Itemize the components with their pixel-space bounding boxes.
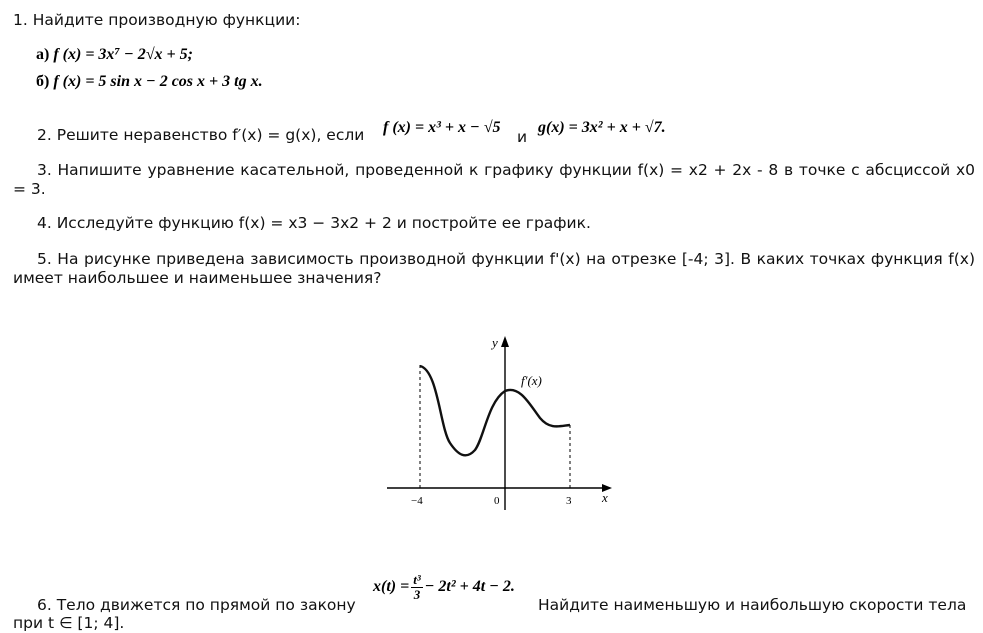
task-1b-label: б): [36, 73, 50, 90]
task-6-fraction-numerator: t³: [413, 572, 421, 587]
task-6-text-after: Найдите наименьшую и наибольшую скорости тела: [538, 596, 967, 614]
task-2-formula-g: g(x) = 3x² + x + √7.: [538, 119, 666, 136]
task-1a-label: а): [36, 46, 50, 63]
task-2-formula-f: f (x) = x³ + x − √5: [383, 119, 501, 136]
tick-label-minus4: −4: [411, 495, 423, 507]
task-2-text: 2. Решите неравенство f′(x) = g(x), если: [37, 126, 365, 144]
curve-label: f′(x): [521, 373, 542, 388]
y-axis-arrow: [501, 336, 509, 347]
task-6-text-before: 6. Тело движется по прямой по закону: [37, 596, 356, 614]
task-4-text: 4. Исследуйте функцию f(x) = x3 − 3x2 + 2 и постройте ее график.: [37, 214, 591, 232]
task-6-text-line2: при t ∈ [1; 4].: [13, 614, 125, 632]
task-6-fraction-denominator: 3: [413, 587, 421, 602]
task-1a-formula: [36, 46, 193, 64]
task-1b-expression: f (x) = 5 sin x − 2 cos x + 3 tg x.: [53, 73, 263, 90]
tick-label-3: 3: [566, 495, 572, 507]
derivative-graph: [380, 330, 620, 515]
task-3-text: 3. Напишите уравнение касательной, проведенной к графику функции f(x) = x2 + 2x - 8 в точке с абсциссой x0 = 3.: [13, 161, 975, 198]
task-1-text: 1. Найдите производную функции:: [13, 11, 301, 29]
task-6-formula: [373, 573, 515, 602]
task-6-fraction: [411, 573, 423, 602]
task-2-conjunction: и: [517, 128, 528, 146]
y-axis-label: y: [492, 335, 498, 350]
task-6-formula-lhs: x(t) =: [373, 578, 410, 596]
derivative-curve: [420, 366, 570, 455]
task-1a-expression: f (x) = 3x⁷ − 2√x + 5;: [53, 46, 193, 63]
task-6-formula-rhs: − 2t² + 4t − 2.: [424, 578, 515, 596]
tick-label-0: 0: [494, 495, 500, 507]
task-1b-formula: [36, 73, 263, 91]
x-axis-label: x: [602, 490, 608, 505]
task-5-text: 5. На рисунке приведена зависимость производной функции f'(x) на отрезке [-4; 3]. В каких точках функция f(x) имеет наибольшее и наименьшее значения?: [13, 250, 975, 287]
